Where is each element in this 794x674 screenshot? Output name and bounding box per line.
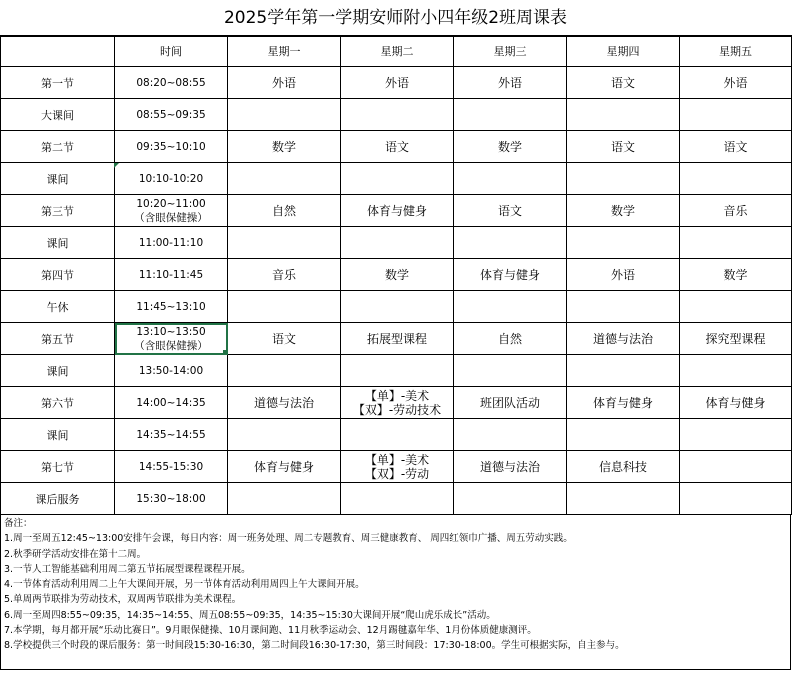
subject-line: 数学 <box>610 203 635 218</box>
subject-cell[interactable] <box>454 355 567 387</box>
subject-cell[interactable] <box>341 163 454 195</box>
subject-line: 【双】-劳动 <box>364 466 430 481</box>
note-line: 1.周一至周五12:45~13:00安排午会课，每日内容：周一班务处理、周二专题教育、周三健康教育、 周四红领巾广播、周五劳动实践。 <box>4 533 573 545</box>
schedule-row <box>1 163 792 195</box>
schedule-body <box>1 36 792 515</box>
header-day-cell[interactable]: 星期三 <box>454 36 567 67</box>
subject-line: 语文 <box>610 139 635 154</box>
subject-cell[interactable] <box>680 163 792 195</box>
time-line: 14:00~14:35 <box>136 396 206 409</box>
period-cell[interactable]: 午休 <box>1 291 115 323</box>
period-cell[interactable]: 大课间 <box>1 99 115 131</box>
subject-line: 【单】-美术 <box>364 388 430 403</box>
time-line: 14:55-15:30 <box>138 460 204 473</box>
subject-line: 自然 <box>271 203 296 218</box>
subject-cell[interactable] <box>228 355 341 387</box>
subject-line: 体育与健身 <box>705 395 766 410</box>
note-line: 2.秋季研学活动安排在第十二周。 <box>4 548 147 560</box>
subject-cell[interactable] <box>341 323 454 355</box>
schedule-row <box>1 291 792 323</box>
subject-cell[interactable] <box>680 227 792 259</box>
header-day-cell[interactable]: 星期四 <box>567 36 680 67</box>
subject-cell[interactable] <box>454 259 567 291</box>
subject-cell[interactable] <box>228 163 341 195</box>
subject-line: 数学 <box>384 267 409 282</box>
schedule-table <box>0 35 792 515</box>
subject-cell[interactable] <box>567 451 680 483</box>
period-cell[interactable]: 课间 <box>1 355 115 387</box>
period-cell[interactable]: 第五节 <box>1 323 115 355</box>
subject-line: 语文 <box>610 75 635 90</box>
comment-indicator-icon <box>114 163 119 168</box>
subject-line: 自然 <box>497 331 522 346</box>
subject-cell[interactable] <box>567 355 680 387</box>
time-cell[interactable] <box>115 291 228 323</box>
period-cell[interactable]: 第六节 <box>1 387 115 419</box>
period-cell[interactable]: 课间 <box>1 227 115 259</box>
note-line: 8.学校提供三个时段的课后服务：第一时间段15:30-16:30，第二时间段16:30-17:30，第三时间段：17:30-18:00。学生可根据实际，自主参与。 <box>4 640 625 652</box>
period-cell[interactable]: 课间 <box>1 163 115 195</box>
subject-cell[interactable] <box>341 131 454 163</box>
subject-cell[interactable] <box>228 419 341 451</box>
subject-cell[interactable] <box>680 67 792 99</box>
time-cell[interactable] <box>115 483 228 515</box>
subject-cell[interactable] <box>228 323 341 355</box>
subject-line: 拓展型课程 <box>366 331 427 346</box>
subject-line: 班团队活动 <box>479 395 540 410</box>
schedule-row <box>1 195 792 227</box>
subject-line: 音乐 <box>271 267 296 282</box>
period-cell[interactable]: 课后服务 <box>1 483 115 515</box>
subject-line: 外语 <box>497 75 522 90</box>
subject-cell[interactable] <box>567 67 680 99</box>
note-line: 5.单周两节联排为劳动技术，双周两节联排为美术课程。 <box>4 594 242 606</box>
subject-cell[interactable] <box>228 451 341 483</box>
subject-cell[interactable] <box>454 291 567 323</box>
subject-line: 外语 <box>723 75 748 90</box>
subject-cell[interactable] <box>680 291 792 323</box>
subject-cell[interactable] <box>567 195 680 227</box>
subject-cell[interactable] <box>454 451 567 483</box>
subject-cell[interactable] <box>341 451 454 483</box>
subject-cell[interactable] <box>567 323 680 355</box>
note-line: 3.一节人工智能基础利用周二第五节拓展型课程课程开展。 <box>4 563 251 575</box>
period-cell[interactable]: 课间 <box>1 419 115 451</box>
subject-cell[interactable] <box>680 451 792 483</box>
subject-cell[interactable] <box>567 483 680 515</box>
subject-cell[interactable] <box>228 227 341 259</box>
subject-cell[interactable] <box>341 291 454 323</box>
time-cell[interactable] <box>115 387 228 419</box>
subject-line: 探究型课程 <box>705 331 766 346</box>
subject-cell[interactable] <box>454 227 567 259</box>
period-cell[interactable]: 第三节 <box>1 195 115 227</box>
subject-line: 外语 <box>384 75 409 90</box>
period-cell[interactable]: 第一节 <box>1 67 115 99</box>
time-line: 09:35~10:10 <box>136 140 206 153</box>
time-line: 10:20~11:00 <box>136 197 206 210</box>
subject-cell[interactable] <box>228 99 341 131</box>
header-day-cell[interactable]: 星期一 <box>228 36 341 67</box>
time-cell[interactable] <box>115 163 228 195</box>
time-line: 13:10~13:50 <box>136 325 206 338</box>
subject-line: 信息科技 <box>598 459 647 474</box>
header-row <box>1 36 792 67</box>
schedule-row <box>1 99 792 131</box>
header-corner-cell[interactable] <box>1 36 115 67</box>
subject-cell[interactable] <box>228 483 341 515</box>
time-line: 08:55~09:35 <box>136 108 206 121</box>
schedule-row <box>1 259 792 291</box>
subject-cell[interactable] <box>567 163 680 195</box>
time-cell[interactable] <box>115 67 228 99</box>
subject-line: 语文 <box>497 203 522 218</box>
subject-cell[interactable] <box>228 131 341 163</box>
subject-line: 道德与法治 <box>592 331 653 346</box>
subject-line: 体育与健身 <box>592 395 653 410</box>
schedule-row <box>1 323 792 355</box>
period-cell[interactable]: 第七节 <box>1 451 115 483</box>
subject-cell[interactable] <box>680 131 792 163</box>
time-line: 14:35~14:55 <box>136 428 206 441</box>
subject-cell[interactable] <box>680 387 792 419</box>
subject-line: 体育与健身 <box>366 203 427 218</box>
subject-line: 语文 <box>723 139 748 154</box>
subject-cell[interactable] <box>454 67 567 99</box>
subject-cell[interactable] <box>341 259 454 291</box>
time-line: 10:10-10:20 <box>138 172 204 185</box>
subject-cell[interactable] <box>454 419 567 451</box>
period-cell[interactable]: 第二节 <box>1 131 115 163</box>
subject-cell[interactable] <box>341 355 454 387</box>
subject-cell[interactable] <box>680 483 792 515</box>
fill-handle-icon[interactable] <box>223 350 228 355</box>
subject-cell[interactable] <box>567 387 680 419</box>
subject-line: 道德与法治 <box>253 395 314 410</box>
subject-cell[interactable] <box>454 99 567 131</box>
time-cell[interactable] <box>115 227 228 259</box>
subject-cell[interactable] <box>567 131 680 163</box>
schedule-row <box>1 451 792 483</box>
subject-cell[interactable] <box>680 99 792 131</box>
subject-cell[interactable] <box>341 419 454 451</box>
subject-line: 语文 <box>384 139 409 154</box>
time-line: 11:45~13:10 <box>136 300 206 313</box>
subject-cell[interactable] <box>228 195 341 227</box>
time-line: 11:10-11:45 <box>138 268 204 281</box>
subject-cell[interactable] <box>680 419 792 451</box>
subject-cell[interactable] <box>341 195 454 227</box>
schedule-row <box>1 131 792 163</box>
subject-cell[interactable] <box>228 291 341 323</box>
subject-cell[interactable] <box>454 323 567 355</box>
subject-line: 音乐 <box>723 203 748 218</box>
subject-cell[interactable] <box>680 195 792 227</box>
subject-cell[interactable] <box>341 483 454 515</box>
notes-section[interactable] <box>0 514 791 670</box>
time-cell[interactable] <box>115 451 228 483</box>
schedule-row <box>1 483 792 515</box>
note-line: 4.一节体育活动利用周二上午大课间开展，另一节体育活动利用周四上午大课间开展。 <box>4 579 365 591</box>
subject-cell[interactable] <box>567 259 680 291</box>
subject-cell[interactable] <box>341 387 454 419</box>
schedule-row <box>1 387 792 419</box>
subject-cell[interactable] <box>228 259 341 291</box>
schedule-row <box>1 227 792 259</box>
subject-cell[interactable] <box>454 195 567 227</box>
subject-cell[interactable] <box>680 323 792 355</box>
subject-line: 道德与法治 <box>479 459 540 474</box>
subject-cell[interactable] <box>567 99 680 131</box>
subject-line: 数学 <box>271 139 296 154</box>
subject-cell[interactable] <box>454 483 567 515</box>
time-cell[interactable] <box>115 195 228 227</box>
subject-cell[interactable] <box>680 259 792 291</box>
subject-line: 【单】-美术 <box>364 452 430 467</box>
time-cell[interactable] <box>115 419 228 451</box>
subject-line: 体育与健身 <box>479 267 540 282</box>
time-cell[interactable] <box>115 259 228 291</box>
subject-line: 外语 <box>610 267 635 282</box>
subject-cell[interactable] <box>228 67 341 99</box>
time-cell[interactable] <box>115 355 228 387</box>
subject-cell[interactable] <box>341 99 454 131</box>
subject-cell[interactable] <box>567 291 680 323</box>
subject-cell[interactable] <box>567 227 680 259</box>
schedule-row <box>1 67 792 99</box>
note-line: 7.本学期，每月都开展“乐动比赛日”。9月眼保健操、10月课间跑、11月秋季运动会、12月踢毽嘉年华、1月份体质健康测评。 <box>4 625 537 637</box>
time-line: 15:30~18:00 <box>136 492 206 505</box>
subject-cell[interactable] <box>454 131 567 163</box>
subject-line: 【双】-劳动技术 <box>352 402 442 417</box>
subject-line: 数学 <box>497 139 522 154</box>
period-cell[interactable]: 第四节 <box>1 259 115 291</box>
subject-cell[interactable] <box>228 387 341 419</box>
subject-cell[interactable] <box>567 419 680 451</box>
time-line: （含眼保健操） <box>134 339 208 352</box>
subject-line: 数学 <box>723 267 748 282</box>
subject-cell[interactable] <box>341 67 454 99</box>
time-line: 08:20~08:55 <box>136 76 206 89</box>
header-time-cell[interactable]: 时间 <box>115 36 228 67</box>
notes-heading: 备注： <box>4 518 33 529</box>
time-line: （含眼保健操） <box>134 211 208 224</box>
schedule-row <box>1 419 792 451</box>
header-day-cell[interactable]: 星期二 <box>341 36 454 67</box>
time-cell[interactable] <box>115 99 228 131</box>
time-line: 13:50-14:00 <box>138 364 204 377</box>
header-day-cell[interactable]: 星期五 <box>680 36 792 67</box>
subject-cell[interactable] <box>454 387 567 419</box>
time-cell[interactable] <box>115 323 228 355</box>
subject-line: 外语 <box>271 75 296 90</box>
time-line: 11:00-11:10 <box>138 236 204 249</box>
subject-line: 体育与健身 <box>253 459 314 474</box>
subject-cell[interactable] <box>680 355 792 387</box>
subject-line: 语文 <box>271 331 296 346</box>
page-title[interactable]: 2025学年第一学期安师附小四年级2班周课表 <box>0 0 791 37</box>
subject-cell[interactable] <box>341 227 454 259</box>
subject-cell[interactable] <box>454 163 567 195</box>
schedule-row <box>1 355 792 387</box>
note-line: 6.周一至周四8:55~09:35，14:35~14:55、周五08:55~09:35，14:35~15:30大课间开展“爬山虎乐成长”活动。 <box>4 609 496 621</box>
time-cell[interactable] <box>115 131 228 163</box>
